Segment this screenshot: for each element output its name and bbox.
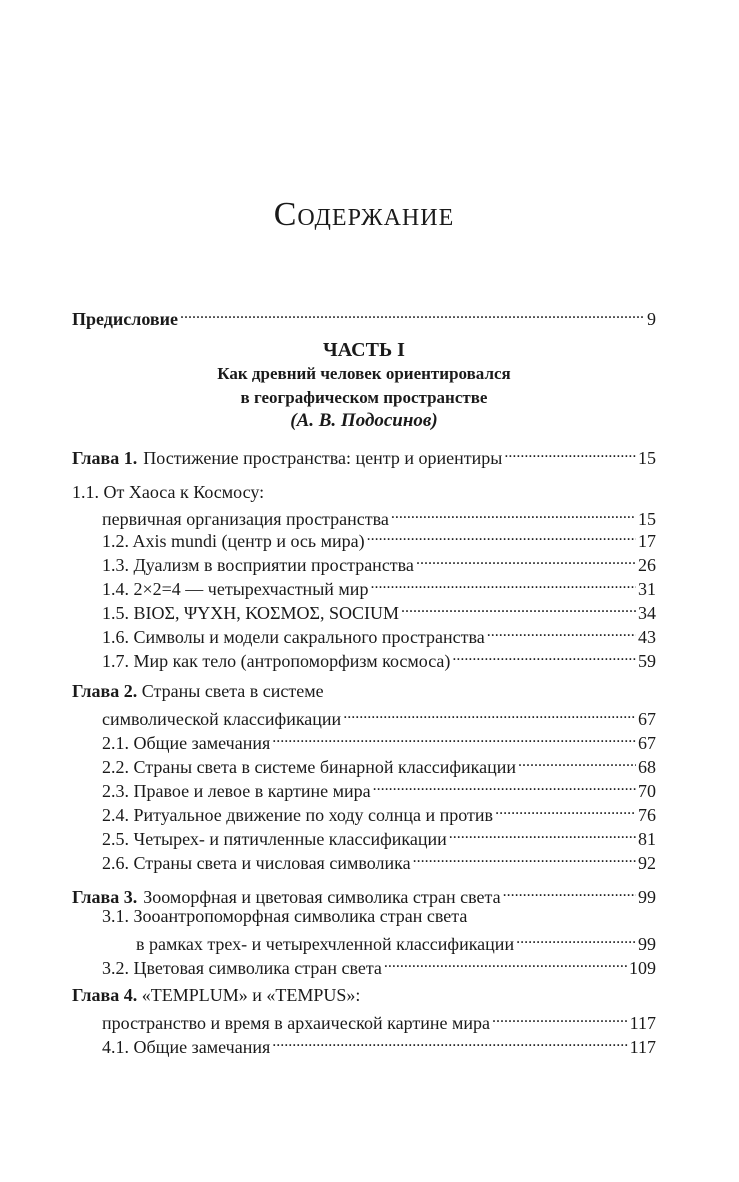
toc-entry-text: 3.2. Цветовая символика стран света xyxy=(102,958,382,978)
chapter-title: Постижение пространства: центр и ориентиры xyxy=(143,448,503,468)
chapter-title: Страны света в системе xyxy=(141,681,324,701)
toc-page-number: 31 xyxy=(638,579,656,599)
dot-leader xyxy=(449,823,636,845)
toc-entry-label: Предисловие xyxy=(72,309,178,329)
toc-entry-text: 2.2. Страны света в системе бинарной классификации xyxy=(102,757,517,777)
chapter-title: Зооморфная и цветовая символика стран света xyxy=(143,887,501,907)
toc-entry-1-1-line1[interactable]: 1.1. От Хаоса к Космосу: xyxy=(72,482,265,502)
dot-leader xyxy=(416,549,636,571)
dot-leader xyxy=(373,775,636,797)
part-heading: ЧАСТЬ I xyxy=(323,339,405,361)
toc-page-number: 81 xyxy=(638,829,656,849)
toc-entry-1-2[interactable] xyxy=(102,525,656,552)
toc-entry-text: первичная организация пространства xyxy=(102,509,389,529)
toc-entry-1-4[interactable] xyxy=(102,573,656,600)
dot-leader xyxy=(492,1007,628,1029)
toc-entry-3-2[interactable] xyxy=(102,952,656,979)
toc-entry-3-1-line1[interactable]: 3.1. Зооантропоморфная символика стран света xyxy=(102,906,468,926)
chapter-label: Глава 3. xyxy=(72,887,138,907)
part-subtitle-line1: Как древний человек ориентировался xyxy=(217,364,511,383)
toc-page-number: 26 xyxy=(638,555,656,575)
chapter-title-cont: пространство и время в архаической картине мира xyxy=(102,1013,490,1033)
dot-leader xyxy=(367,525,636,547)
toc-entry-2-4[interactable] xyxy=(102,799,656,826)
toc-entry-text: 1.5. ΒΙΟΣ, ΨΥΧΗ, ΚΟΣΜΟΣ, SOCIUM xyxy=(102,603,399,623)
toc-page-number: 117 xyxy=(629,1013,656,1033)
dot-leader xyxy=(370,573,636,595)
toc-entry-chapter-2-line1[interactable] xyxy=(72,680,324,702)
dot-leader xyxy=(452,645,636,667)
page-title: Содержание xyxy=(273,196,455,233)
toc-page-number: 109 xyxy=(629,958,656,978)
dot-leader xyxy=(413,847,636,869)
dot-leader xyxy=(487,621,636,643)
toc-entry-chapter-1[interactable] xyxy=(72,442,656,469)
toc-page-number: 15 xyxy=(638,509,656,529)
toc-entry-2-5[interactable] xyxy=(102,823,656,850)
dot-leader xyxy=(401,597,636,619)
chapter-label: Глава 2. xyxy=(72,681,138,701)
dot-leader xyxy=(391,503,636,525)
part-author: (А. В. Подосинов) xyxy=(290,410,438,431)
toc-entry-text: 1.7. Мир как тело (антропоморфизм космоса) xyxy=(102,651,451,671)
toc-page-number: 17 xyxy=(638,531,656,551)
toc-entry-chapter-2-line2[interactable] xyxy=(102,703,656,730)
dot-leader xyxy=(272,1031,627,1053)
toc-page-number: 9 xyxy=(647,309,656,329)
toc-entry-text: 2.1. Общие замечания xyxy=(102,733,271,753)
part-subtitle-line2: в географическом пространстве xyxy=(240,388,488,407)
dot-leader xyxy=(384,952,627,974)
toc-entry-chapter-4-line2[interactable] xyxy=(102,1007,656,1034)
toc-entry-preface[interactable] xyxy=(72,303,656,330)
toc-page-number: 99 xyxy=(638,934,656,954)
toc-entry-2-2[interactable] xyxy=(102,751,656,778)
toc-page-number: 59 xyxy=(638,651,656,671)
toc-entry-1-7[interactable] xyxy=(102,645,656,672)
toc-entry-1-5[interactable] xyxy=(102,597,656,624)
toc-entry-text: 2.4. Ритуальное движение по ходу солнца и против xyxy=(102,805,494,825)
dot-leader xyxy=(503,881,636,903)
toc-page-number: 117 xyxy=(629,1037,656,1057)
toc-page-number: 76 xyxy=(638,805,656,825)
toc-page-number: 92 xyxy=(638,853,656,873)
toc-page-number: 67 xyxy=(638,709,656,729)
toc-entry-3-1-line2[interactable] xyxy=(136,928,656,955)
toc-page-number: 34 xyxy=(638,603,656,623)
toc-entry-text: в рамках трех- и четырехчленной классификации xyxy=(136,934,515,954)
dot-leader xyxy=(180,303,645,325)
chapter-label: Глава 1. xyxy=(72,448,138,468)
dot-leader xyxy=(272,727,636,749)
dot-leader xyxy=(516,928,636,950)
chapter-label: Глава 4. xyxy=(72,985,138,1005)
toc-entry-text: 2.3. Правое и левое в картине мира xyxy=(102,781,371,801)
toc-page-number: 15 xyxy=(638,448,656,468)
toc-entry-4-1[interactable] xyxy=(102,1031,656,1058)
toc-entry-text: 1.4. 2×2=4 — четырехчастный мир xyxy=(102,579,369,599)
toc-page-number: 67 xyxy=(638,733,656,753)
toc-page-number: 99 xyxy=(638,887,656,907)
toc-page-number: 68 xyxy=(638,757,656,777)
toc-entry-text: 1.6. Символы и модели сакрального пространства xyxy=(102,627,485,647)
dot-leader xyxy=(504,442,636,464)
toc-entry-chapter-4-line1[interactable] xyxy=(72,984,360,1006)
toc-entry-2-3[interactable] xyxy=(102,775,656,802)
dot-leader xyxy=(495,799,636,821)
dot-leader xyxy=(343,703,636,725)
toc-entry-text: 1.2. Axis mundi (центр и ось мира) xyxy=(102,531,365,551)
toc-entry-text: 1.3. Дуализм в восприятии пространства xyxy=(102,555,414,575)
toc-page-number: 70 xyxy=(638,781,656,801)
toc-entry-chapter-3[interactable] xyxy=(72,881,656,908)
toc-entry-1-6[interactable] xyxy=(102,621,656,648)
toc-entry-2-6[interactable] xyxy=(102,847,656,874)
chapter-title-cont: символической классификации xyxy=(102,709,342,729)
toc-entry-text: 2.5. Четырех- и пятичленные классификации xyxy=(102,829,447,849)
toc-entry-text: 2.6. Страны света и числовая символика xyxy=(102,853,411,873)
toc-page-number: 43 xyxy=(638,627,656,647)
contents-page xyxy=(72,0,656,1182)
toc-entry-text: 4.1. Общие замечания xyxy=(102,1037,271,1057)
chapter-title: «TEMPLUM» и «TEMPUS»: xyxy=(141,985,361,1005)
toc-entry-1-3[interactable] xyxy=(102,549,656,576)
toc-entry-2-1[interactable] xyxy=(102,727,656,754)
dot-leader xyxy=(518,751,636,773)
